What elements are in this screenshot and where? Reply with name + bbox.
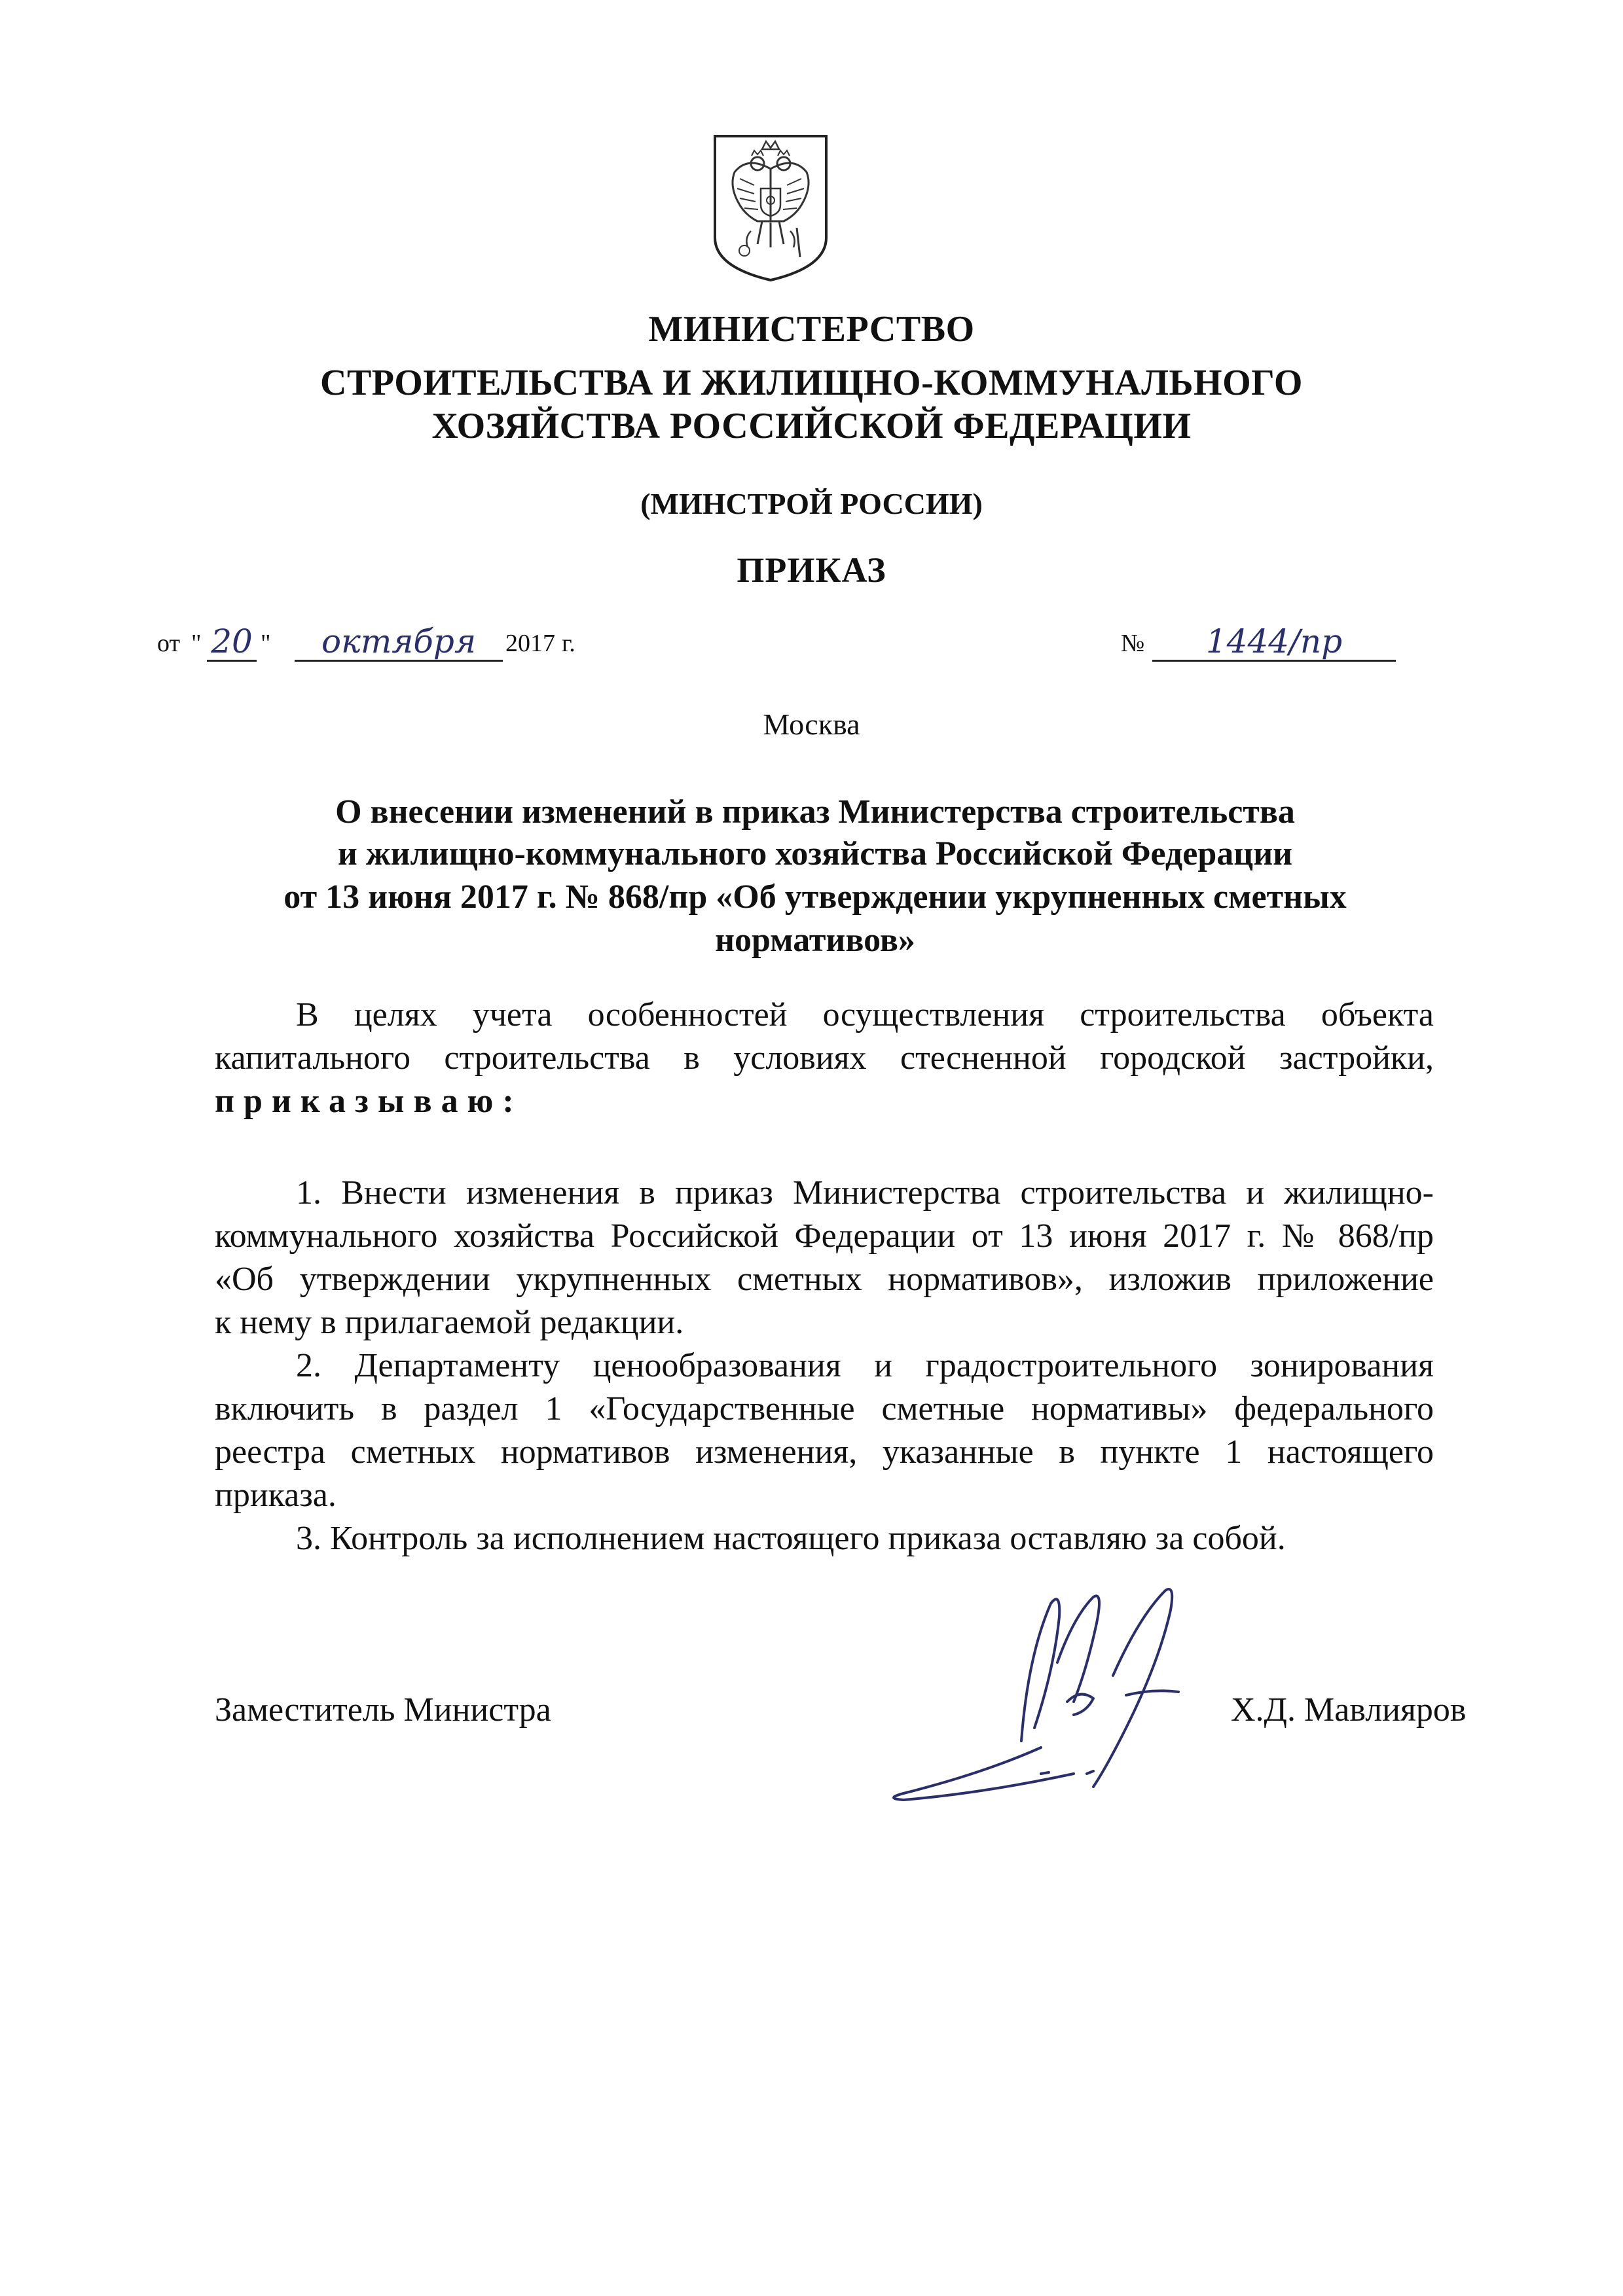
subject-line3: от 13 июня 2017 г. № 868/пр «Об утверждении укрупненных сметных	[283, 878, 1347, 916]
ministry-name-line1: МИНИСТЕРСТВО	[648, 309, 975, 350]
item-2-line2: включить в раздел 1 «Государственные сметные нормативы» федерального	[215, 1390, 1434, 1427]
item-2-line4: приказа.	[215, 1477, 337, 1514]
item-3-line1: 3. Контроль за исполнением настоящего приказа оставляю за собой.	[296, 1520, 1286, 1557]
date-quote-open: "	[191, 630, 202, 657]
day-handwritten: 20	[211, 622, 253, 660]
month-handwritten: октября	[321, 622, 477, 660]
date-year-suffix: г.	[562, 630, 575, 657]
order-word: приказываю:	[215, 1083, 523, 1120]
subject-line2: и жилищно-коммунального хозяйства Российской Федерации	[337, 835, 1293, 872]
city: Москва	[763, 708, 860, 741]
number-field	[1152, 623, 1396, 662]
item-2-line3: реестра сметных нормативов изменения, указанные в пункте 1 настоящего	[215, 1433, 1434, 1471]
date-prefix: от	[157, 630, 181, 657]
item-1	[215, 1172, 1434, 1344]
date-year: 2017	[505, 630, 555, 657]
ministry-name-line3: ХОЗЯЙСТВА РОССИЙСКОЙ ФЕДЕРАЦИИ	[431, 406, 1192, 446]
document-type: ПРИКАЗ	[737, 550, 886, 590]
preamble	[215, 994, 1434, 1123]
handwritten-signature	[877, 1577, 1283, 1865]
item-1-line3: «Об утверждении укрупненных сметных нормативов», изложив приложение	[215, 1261, 1434, 1298]
item-1-line1: 1. Внести изменения в приказ Министерства строительства и жилищно-	[296, 1174, 1434, 1211]
ministry-name-line2: СТРОИТЕЛЬСТВА И ЖИЛИЩНО-КОММУНАЛЬНОГО	[320, 363, 1303, 403]
subject-line4: нормативов»	[715, 922, 915, 959]
item-2	[215, 1344, 1434, 1517]
number-sign: №	[1121, 630, 1145, 657]
signatory-title: Заместитель Министра	[215, 1691, 551, 1729]
day-field	[207, 623, 257, 662]
subject-line1: О внесении изменений в приказ Министерства строительства	[335, 793, 1295, 831]
ministry-short-name: (МИНСТРОЙ РОССИИ)	[640, 487, 983, 520]
date-quote-close: "	[261, 630, 271, 657]
item-3	[215, 1517, 1434, 1560]
item-2-line1: 2. Департаменту ценообразования и градостроительного зонирования	[296, 1347, 1434, 1384]
preamble-line2: капитального строительства в условиях стесненной городской застройки,	[215, 1039, 1434, 1077]
eagle-emblem-icon	[689, 123, 852, 287]
signatory-name: Х.Д. Мавлияров	[1231, 1691, 1467, 1729]
number-handwritten: 1444/пр	[1205, 622, 1343, 660]
item-1-line2: коммунального хозяйства Российской Федерации от 13 июня 2017 г. № 868/пр	[215, 1217, 1434, 1255]
month-field	[295, 623, 503, 662]
signature-scribble-icon	[877, 1577, 1283, 1865]
item-1-line4: к нему в прилагаемой редакции.	[215, 1304, 684, 1341]
preamble-line1: В целях учета особенностей осуществления строительства объекта	[296, 996, 1434, 1033]
coat-of-arms-emblem	[689, 123, 852, 287]
